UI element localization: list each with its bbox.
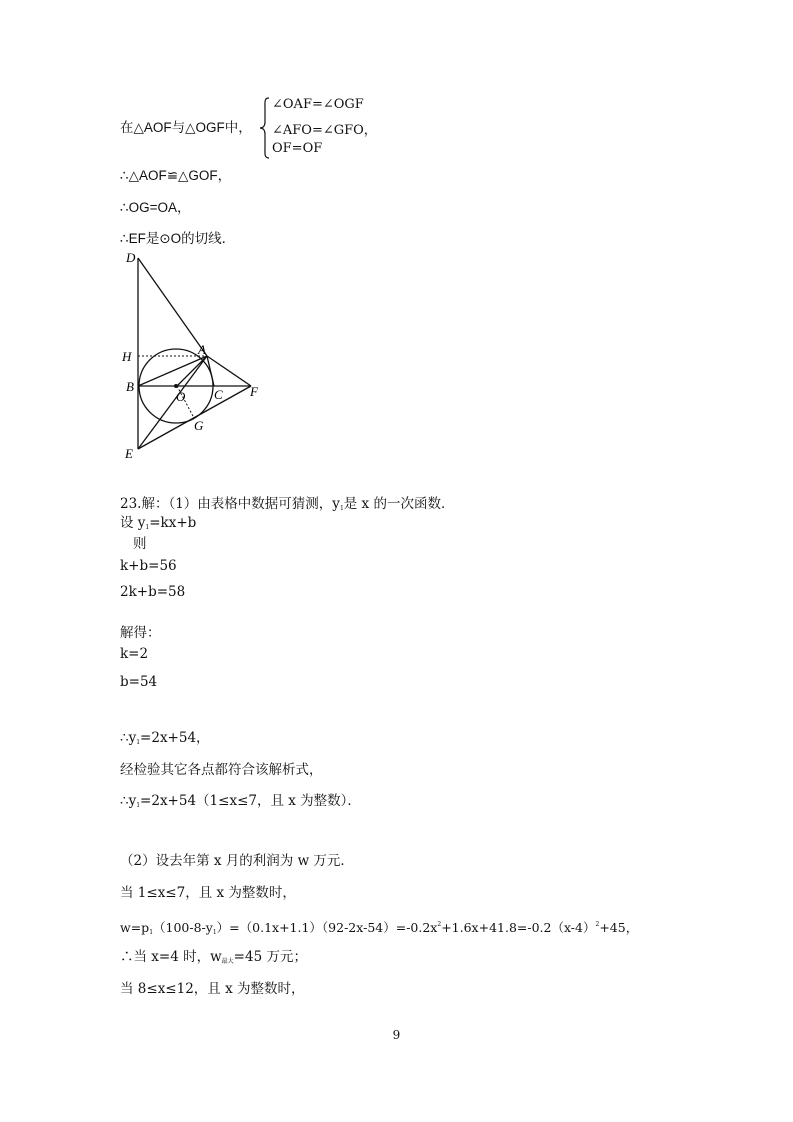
label-f: F [250,384,258,399]
proof-line-2: ∴OG=OA， [120,200,191,215]
q23-line-14: $w=p_1(100-8-y_1)=(0.1x+1.1)(92-2x-54)=-0.2x^2+1.6x+41.8=-0.2(x-4)^2+45$， [120,920,639,936]
system-row-2: ∠AFO=∠GFO， [272,123,377,138]
proof-line-1: ∴△AOF≌△GOF， [120,168,232,183]
q23-line-12: （2）设去年第 x 月的利润为 w 万元． [120,853,354,869]
q23-line-5: 2k+b=58 [120,584,186,600]
label-h: H [122,349,132,364]
label-g: G [194,418,204,433]
q23-line-8: b=54 [120,674,158,690]
q23-line-1: 23.解：（1）由表格中数据可猜测，$y_1$是 x 的一次函数． [120,496,455,512]
label-e: E [125,446,133,461]
label-d: D [126,250,136,265]
proof-intro: 在△AOF与△OGF中， [120,120,252,135]
q23-line-15: ∴当 x=4 时，$w_{最大}=45$ 万元； [120,949,307,965]
proof-line-3: ∴EF是⊙O的切线． [120,231,236,246]
q23-line-11: $\therefore y_1=2x+54(1\le x\le 7$，且 x 为整数）． [120,793,361,809]
q23-line-3: 则 [133,536,147,552]
q23-line-16: 当 8≤x≤12，且 x 为整数时， [120,981,305,997]
geometry-figure [118,250,278,465]
system-row-1: ∠OAF=∠OGF [272,97,364,112]
page-number: 9 [392,1028,401,1042]
q23-line-10: 经检验其它各点都符合该解析式， [120,762,323,778]
q23-line-6: 解得： [120,625,161,641]
system-row-3: OF=OF [272,141,323,156]
label-c: C [214,387,223,402]
label-o: O [176,389,186,404]
line-da [138,258,207,356]
center-point-o [174,384,178,388]
equation-system [258,96,398,160]
q23-line-9: $\therefore y_1=2x+54$， [120,730,210,746]
q23-line-7: k=2 [120,646,149,662]
line-ea [138,356,207,449]
label-a: A [198,342,206,357]
q23-line-13: 当 1≤x≤7，且 x 为整数时， [120,885,296,901]
q23-line-2: 设 $y_1=kx+b$ [120,515,197,531]
left-brace-icon [258,96,272,160]
label-b: B [126,379,134,394]
q23-line-4: k+b=56 [120,558,177,574]
